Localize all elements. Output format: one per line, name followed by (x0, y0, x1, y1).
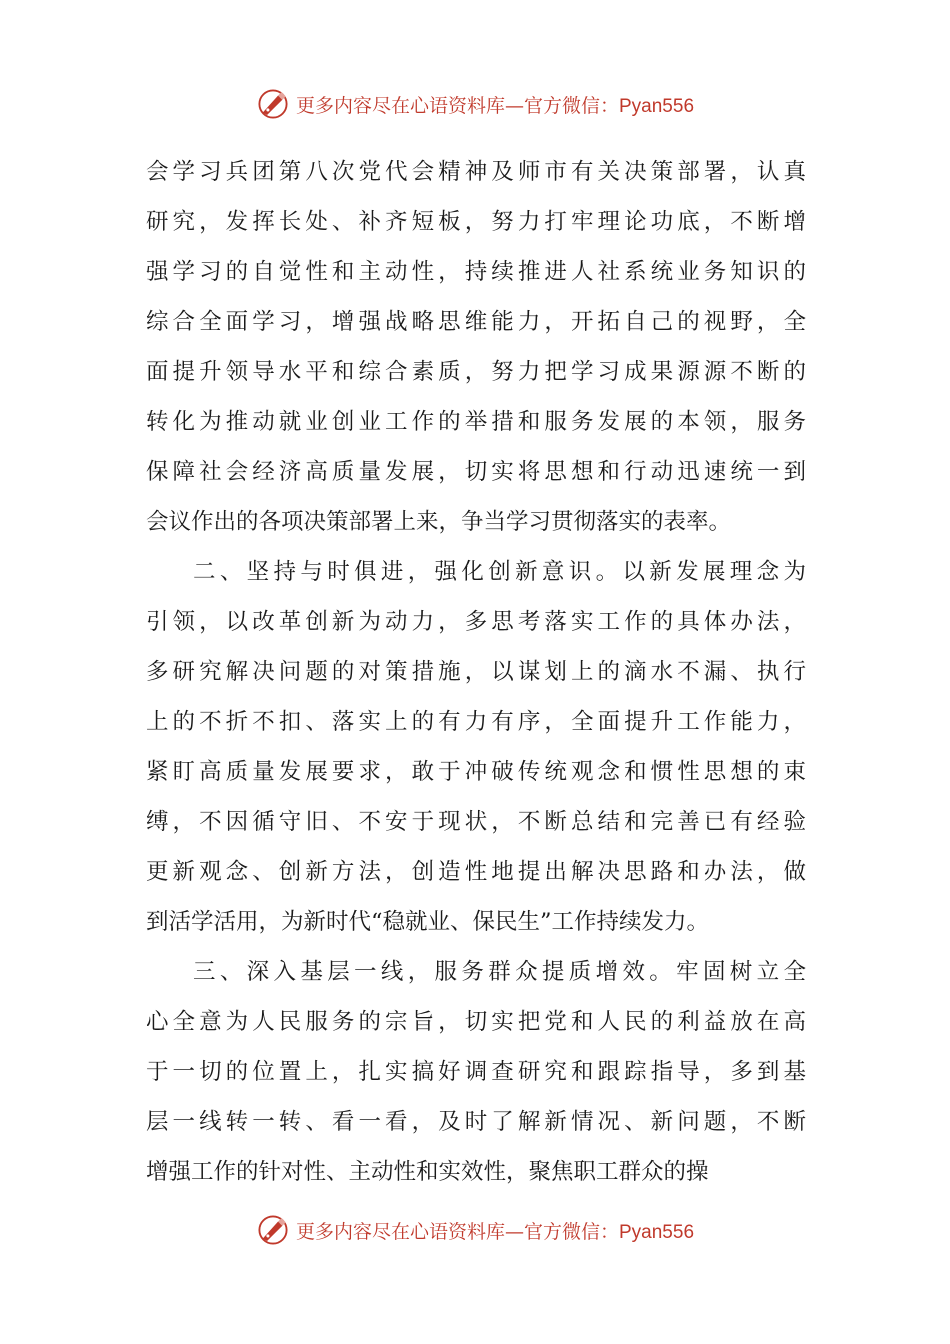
paragraph-line: 于一切的位置上，扎实搞好调查研究和跟踪指导，多到基 (146, 1059, 806, 1085)
document-body (146, 147, 806, 1197)
paragraph-line: 多研究解决问题的对策措施，以谋划上的滴水不漏、执行 (146, 659, 806, 685)
paragraph-line: 缚，不因循守旧、不安于现状，不断总结和完善已有经验 (146, 809, 806, 835)
paragraph-line: 到活学活用，为新时代“稳就业、保民生”工作持续发力。 (146, 909, 710, 935)
paragraph-line: 综合全面学习，增强战略思维能力，开拓自己的视野，全 (146, 309, 806, 335)
paragraph-line: 会学习兵团第八次党代会精神及师市有关决策部署，认真 (146, 159, 806, 185)
paragraph-line: 二、坚持与时俱进，强化创新意识。以新发展理念为 (193, 559, 806, 585)
paragraph-line: 增强工作的针对性、主动性和实效性，聚焦职工群众的操 (146, 1159, 709, 1185)
watermark-label: 更多内容尽在心语资料库—官方微信： (295, 94, 619, 117)
header-watermark (0, 84, 950, 124)
paragraph-line: 更新观念、创新方法，创造性地提出解决思路和办法，做 (146, 859, 806, 885)
pen-nib-logo-icon (256, 87, 290, 121)
paragraph-line: 保障社会经济高质量发展，切实将思想和行动迅速统一到 (146, 459, 806, 485)
paragraph-line: 引领，以改革创新为动力，多思考落实工作的具体办法， (146, 609, 806, 635)
paragraph-line: 心全意为人民服务的宗旨，切实把党和人民的利益放在高 (146, 1009, 806, 1035)
watermark-label: 更多内容尽在心语资料库—官方微信： (295, 1220, 619, 1243)
paragraph-line: 三、深入基层一线，服务群众提质增效。牢固树立全 (193, 959, 806, 985)
paragraph-line: 研究，发挥长处、补齐短板，努力打牢理论功底，不断增 (146, 209, 806, 235)
paragraph-line: 层一线转一转、看一看，及时了解新情况、新问题，不断 (146, 1109, 806, 1135)
paragraph-line: 转化为推动就业创业工作的举措和服务发展的本领，服务 (146, 409, 806, 435)
paragraph-line: 会议作出的各项决策部署上来，争当学习贯彻落实的表率。 (146, 509, 732, 535)
watermark-wechat-id: Pyan556 (619, 95, 695, 117)
watermark-text (296, 1217, 694, 1244)
watermark-wechat-id: Pyan556 (619, 1221, 695, 1243)
paragraph-line: 紧盯高质量发展要求，敢于冲破传统观念和惯性思想的束 (146, 759, 806, 785)
paragraph-line: 面提升领导水平和综合素质，努力把学习成果源源不断的 (146, 359, 806, 385)
paragraph-line: 强学习的自觉性和主动性，持续推进人社系统业务知识的 (146, 259, 806, 285)
paragraph-line: 上的不折不扣、落实上的有力有序，全面提升工作能力， (146, 709, 806, 735)
pen-nib-logo-icon (256, 1213, 290, 1247)
footer-watermark (0, 1210, 950, 1250)
watermark-text (296, 91, 694, 118)
